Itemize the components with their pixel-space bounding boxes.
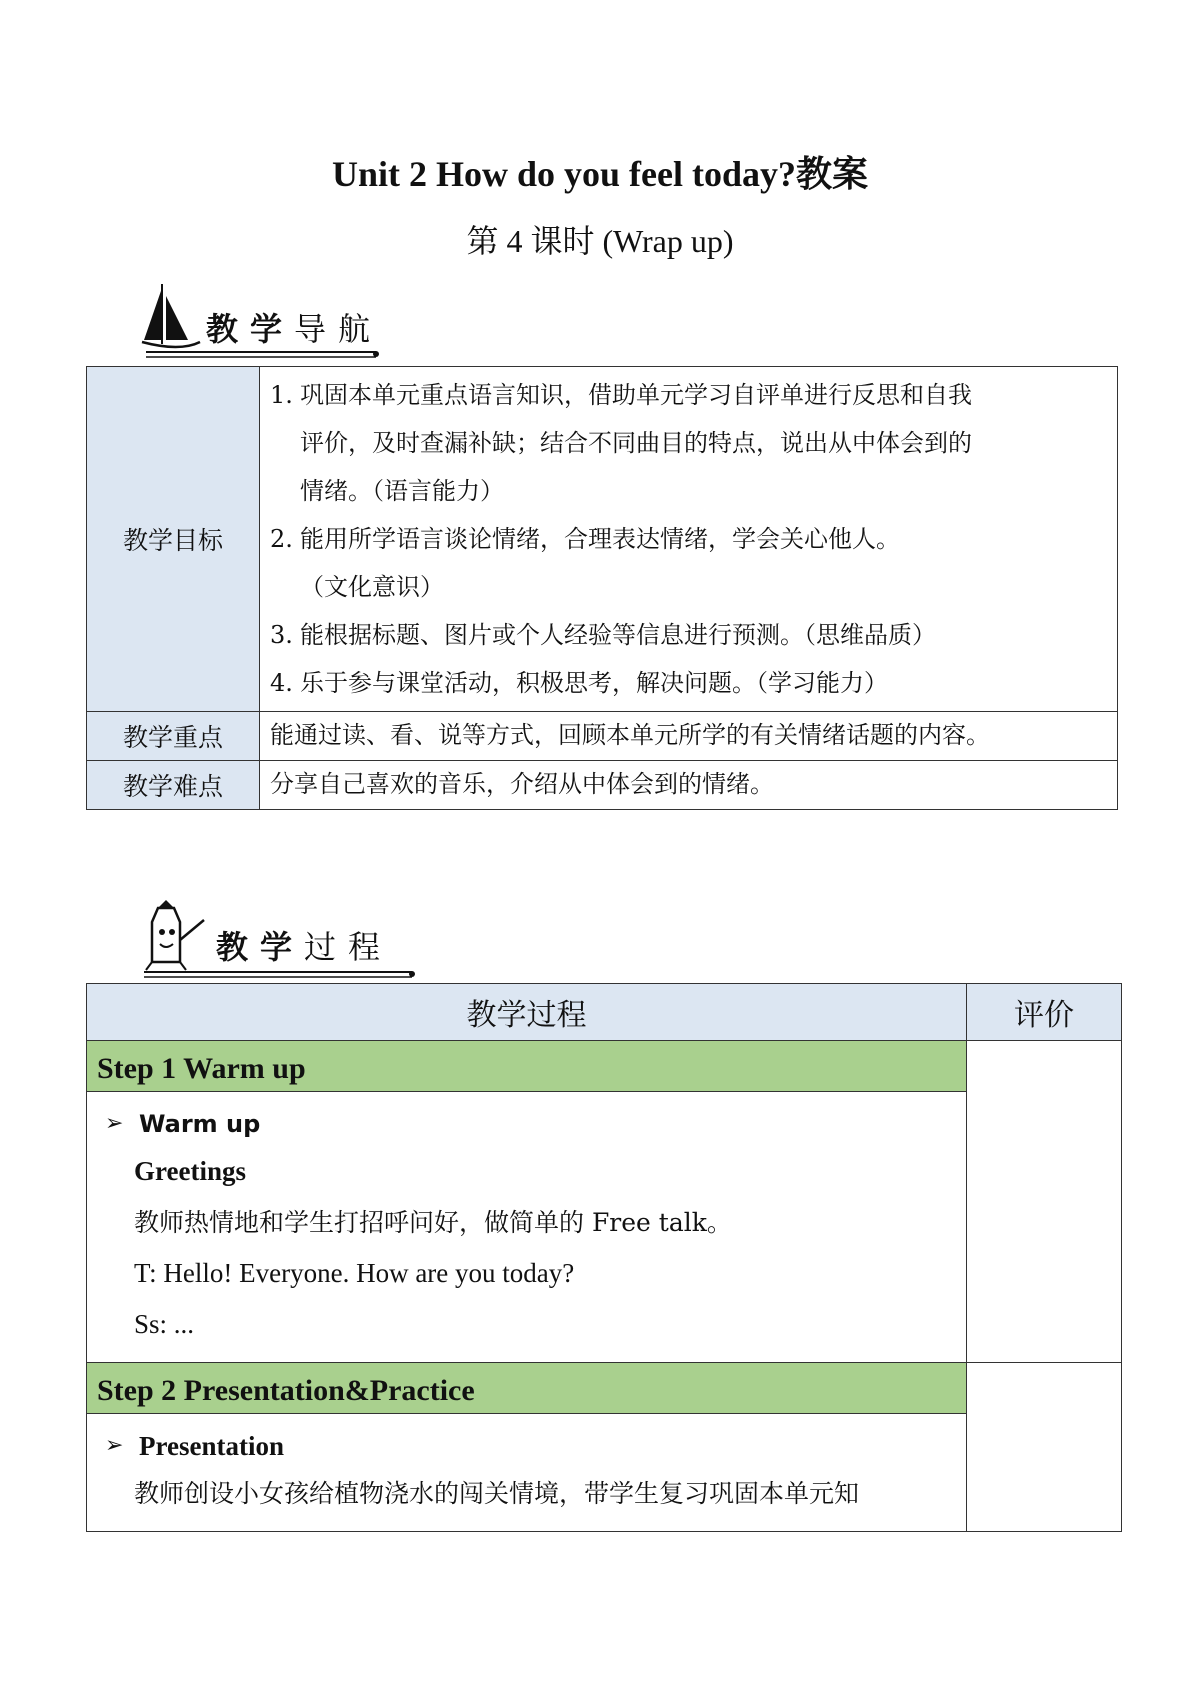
step-body — [87, 1414, 966, 1531]
key-points-row — [87, 712, 1118, 761]
goal-line: （文化意识） — [300, 573, 444, 601]
goal-line: 能用所学语言谈论情绪，合理表达情绪，学会关心他人。 — [300, 525, 900, 553]
goals-row — [87, 367, 1118, 712]
step-cell — [87, 1363, 967, 1532]
goal-item — [270, 659, 1107, 707]
nav-section-heading — [140, 282, 390, 362]
goal-number: 3. — [270, 621, 293, 649]
evaluation-cell — [967, 1041, 1122, 1363]
step-line: 教师热情地和学生打招呼问好，做简单的 Free talk。 — [134, 1208, 732, 1237]
document-title: Unit 2 How do you feel today?教案 — [331, 154, 868, 194]
process-heading-bold: 教学 — [216, 928, 305, 966]
teaching-process-table — [86, 983, 1122, 1532]
difficulty-text: 分享自己喜欢的音乐，介绍从中体会到的情绪。 — [260, 761, 1118, 810]
process-heading-light: 过程 — [304, 928, 393, 966]
goal-line: 能根据标题、图片或个人经验等信息进行预测。（思维品质） — [300, 621, 936, 649]
goal-number: 4. — [270, 669, 293, 697]
step-title: Step 1 Warm up — [87, 1041, 966, 1092]
goals-content — [260, 367, 1118, 712]
step-line: T: Hello! Everyone. How are you today? — [134, 1258, 575, 1288]
step-row — [87, 1363, 1122, 1532]
step-cell — [87, 1041, 967, 1363]
goal-line: 评价，及时查漏补缺；结合不同曲目的特点，说出从中体会到的 — [300, 429, 972, 457]
goal-number: 2. — [270, 525, 293, 553]
goal-number: 1. — [270, 381, 293, 409]
goal-line: 情绪。（语言能力） — [300, 477, 504, 505]
teaching-navigation-table — [86, 366, 1118, 810]
process-header-row — [87, 984, 1122, 1041]
arrow-bullet-icon: ➢ — [105, 1111, 124, 1136]
nav-heading-light: 导航 — [294, 310, 383, 348]
goal-line: 巩固本单元重点语言知识，借助单元学习自评单进行反思和自我 — [300, 381, 972, 409]
step-bullet — [97, 1424, 956, 1468]
step-body — [87, 1092, 966, 1362]
bullet-label: Warm up — [139, 1110, 261, 1138]
process-column-header: 教学过程 — [87, 984, 967, 1041]
step-row — [87, 1041, 1122, 1363]
difficulty-label: 教学难点 — [87, 761, 260, 810]
goal-line: 乐于参与课堂活动，积极思考，解决问题。（学习能力） — [300, 669, 888, 697]
step-line: Ss: ... — [134, 1309, 195, 1339]
key-points-label: 教学重点 — [87, 712, 260, 761]
process-section-heading — [140, 900, 430, 980]
key-points-text: 能通过读、看、说等方式，回顾本单元所学的有关情绪话题的内容。 — [260, 712, 1118, 761]
goals-label: 教学目标 — [87, 367, 260, 712]
goal-item — [270, 611, 1107, 659]
step-title: Step 2 Presentation&Practice — [87, 1363, 966, 1414]
step-bullet — [97, 1102, 956, 1146]
arrow-bullet-icon: ➢ — [105, 1433, 124, 1458]
lesson-subtitle: 第 4 课时 (Wrap up) — [466, 223, 734, 259]
step-line: 教师创设小女孩给植物浇水的闯关情境，带学生复习巩固本单元知 — [134, 1479, 860, 1508]
nav-heading-bold: 教学 — [206, 310, 295, 348]
evaluation-cell — [967, 1363, 1122, 1532]
difficulty-row — [87, 761, 1118, 810]
goal-item — [270, 371, 1107, 515]
evaluation-column-header: 评价 — [967, 984, 1122, 1041]
bullet-label: Presentation — [139, 1431, 284, 1461]
step-subheading: Greetings — [134, 1156, 246, 1186]
goal-item — [270, 515, 1107, 611]
